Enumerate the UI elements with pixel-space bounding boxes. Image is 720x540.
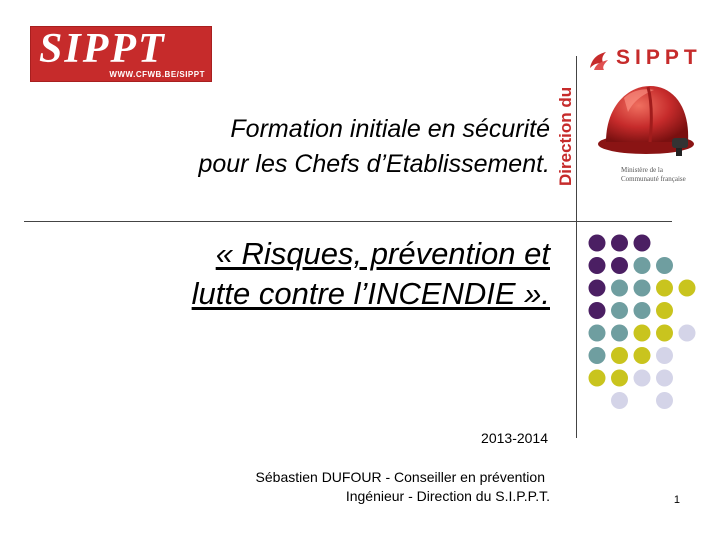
dot-teal xyxy=(611,325,628,342)
horizontal-divider xyxy=(24,221,672,222)
dot-purple xyxy=(589,280,606,297)
dot-teal xyxy=(656,257,673,274)
dot-lime xyxy=(656,302,673,319)
dot-purple xyxy=(589,302,606,319)
dot-lime xyxy=(589,370,606,387)
author-line-2: Ingénieur - Direction du S.I.P.P.T. xyxy=(345,488,550,504)
subtitle-line-2: lutte contre l’INCENDIE ». xyxy=(191,276,550,311)
dot-lavender xyxy=(611,392,628,409)
logo-left-url: WWW.CFWB.BE/SIPPT xyxy=(109,70,205,79)
title-line-2: pour les Chefs d’Etablissement. xyxy=(198,150,550,178)
dot-lavender xyxy=(656,370,673,387)
sippt-flame-icon xyxy=(586,48,612,72)
ministry-label xyxy=(621,166,686,184)
dot-purple xyxy=(611,257,628,274)
decorative-dot-grid xyxy=(584,230,704,412)
safety-helmet-icon xyxy=(594,78,698,164)
sippt-logo-left xyxy=(30,26,212,82)
dot-purple xyxy=(611,235,628,252)
dot-lavender xyxy=(656,347,673,364)
title-line-1: Formation initiale en sécurité xyxy=(230,115,550,143)
author-line-1: Sébastien DUFOUR - Conseiller en prévention xyxy=(255,469,545,485)
logo-right-brand: SIPPT xyxy=(616,46,702,69)
dot-teal xyxy=(611,302,628,319)
slide-subtitle xyxy=(50,234,550,314)
dot-teal xyxy=(634,280,651,297)
ministry-line-2: Communauté française xyxy=(621,175,686,183)
ministry-line-1: Ministère de la xyxy=(621,166,663,174)
dot-lime xyxy=(679,280,696,297)
dot-lime xyxy=(634,347,651,364)
dot-lime xyxy=(634,325,651,342)
dot-lime xyxy=(656,325,673,342)
logo-left-brand-text: SIPPT xyxy=(39,26,166,72)
dot-lime xyxy=(656,280,673,297)
dot-purple xyxy=(589,257,606,274)
dot-purple xyxy=(589,235,606,252)
author-block xyxy=(150,468,550,506)
dot-lime xyxy=(611,370,628,387)
dot-lime xyxy=(611,347,628,364)
dot-teal xyxy=(634,257,651,274)
vertical-divider xyxy=(576,56,577,438)
dot-lavender xyxy=(679,325,696,342)
page-number: 1 xyxy=(673,494,680,506)
dot-teal xyxy=(589,325,606,342)
dot-teal xyxy=(589,347,606,364)
subtitle-line-1: « Risques, prévention et xyxy=(215,236,550,271)
dot-lavender xyxy=(656,392,673,409)
dot-teal xyxy=(611,280,628,297)
dot-teal xyxy=(634,302,651,319)
school-year: 2013-2014 xyxy=(481,430,548,446)
dot-purple xyxy=(634,235,651,252)
dot-lavender xyxy=(634,370,651,387)
slide-title xyxy=(40,112,550,182)
logo-left-brand xyxy=(39,26,205,72)
direction-du-label: Direction du xyxy=(556,86,575,186)
